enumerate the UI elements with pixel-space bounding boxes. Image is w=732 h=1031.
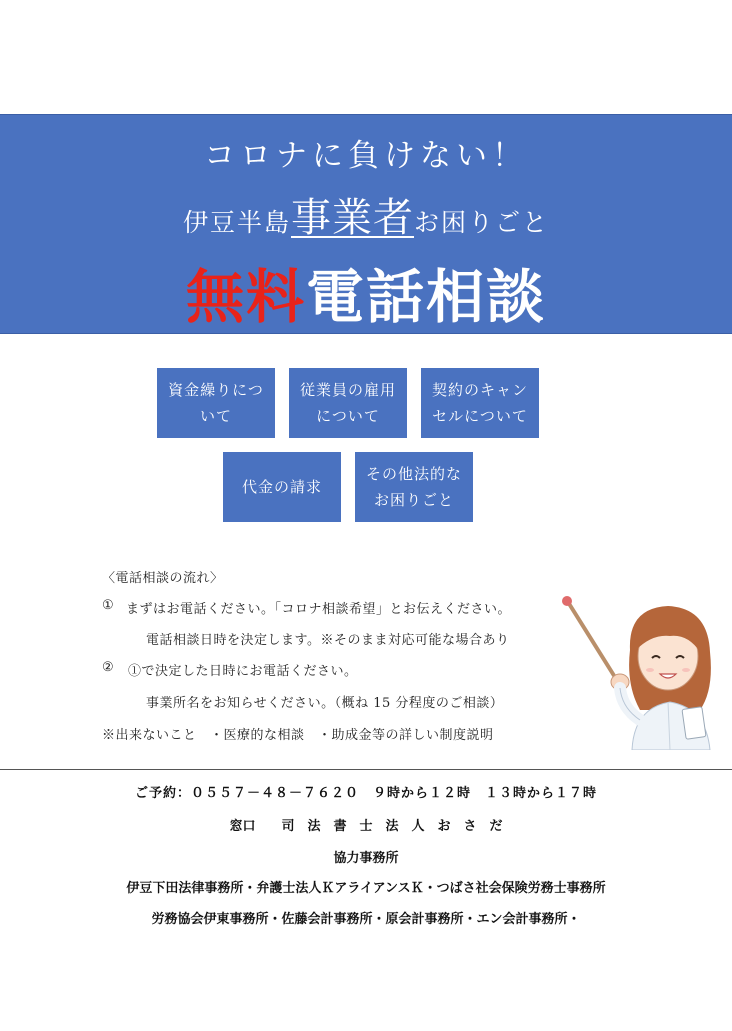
flow-step2-number: ② xyxy=(102,660,115,675)
presenter-illustration xyxy=(560,590,720,750)
flow-heading: 〈電話相談の流れ〉 xyxy=(102,571,224,586)
banner-business-owners: 事業者 xyxy=(291,195,414,241)
pointer-stick-icon xyxy=(568,602,618,682)
cooperating-offices-line2: 労務協会伊東事務所・佐藤会計事務所・原会計事務所・エン会計事務所・ xyxy=(151,912,581,927)
section-divider xyxy=(0,769,732,770)
flow-exclusions-note: ※出来ないこと ・医療的な相談 ・助成金等の詳しい制度説明 xyxy=(102,728,494,743)
topic-line: 従業員の雇用 xyxy=(299,381,396,399)
topic-line: 契約のキャン xyxy=(431,381,528,399)
cooperating-offices-line1: 伊豆下田法律事務所・弁護士法人ＫアライアンスＫ・つばさ社会保険労務士事務所 xyxy=(126,881,606,896)
topic-box-contract-cancel xyxy=(421,368,539,438)
consultation-window: 窓口 司 法 書 士 法 人 お さ だ xyxy=(229,819,503,834)
banner-free-label: 無料 xyxy=(185,263,306,331)
topic-line: いて xyxy=(199,407,232,425)
pointer-tip-icon xyxy=(562,596,572,606)
banner-main-title xyxy=(0,250,732,334)
flow-step1-number: ① xyxy=(102,598,115,613)
topic-line: について xyxy=(316,407,380,425)
topic-line: 代金の請求 xyxy=(241,478,322,496)
topic-box-employment xyxy=(289,368,407,438)
cooperating-offices-heading: 協力事務所 xyxy=(333,851,399,866)
flow-step1: まずはお電話ください。「コロナ相談希望」とお伝えください。 xyxy=(126,602,512,617)
flow-step2: ①で決定した日時にお電話ください。 xyxy=(128,664,358,679)
flow-step1-detail: 電話相談日時を決定します。※そのまま対応可能な場合あり xyxy=(146,633,510,648)
topic-line: その他法的な xyxy=(365,465,462,483)
banner-subtitle xyxy=(0,186,732,243)
topic-box-other-legal xyxy=(355,452,473,522)
banner-phone-consultation: 電話相談 xyxy=(306,263,547,331)
banner-region: 伊豆半島 xyxy=(182,208,291,237)
topic-line: お困りごと xyxy=(373,491,454,509)
topic-box-funding xyxy=(157,368,275,438)
topic-line: セルについて xyxy=(432,407,528,425)
banner-troubles: お困りごと xyxy=(414,208,550,237)
banner-headline: コロナに負けない！ xyxy=(204,138,528,174)
topic-line: 資金繰りにつ xyxy=(168,381,264,399)
reservation-line: ご予約：０５５７－４８－７６２０ ９時から１２時 １３時から１７時 xyxy=(134,786,597,801)
topic-box-payment-claim xyxy=(223,452,341,522)
flow-step2-detail: 事業所名をお知らせください。（概ね 15 分程度のご相談） xyxy=(146,696,504,711)
